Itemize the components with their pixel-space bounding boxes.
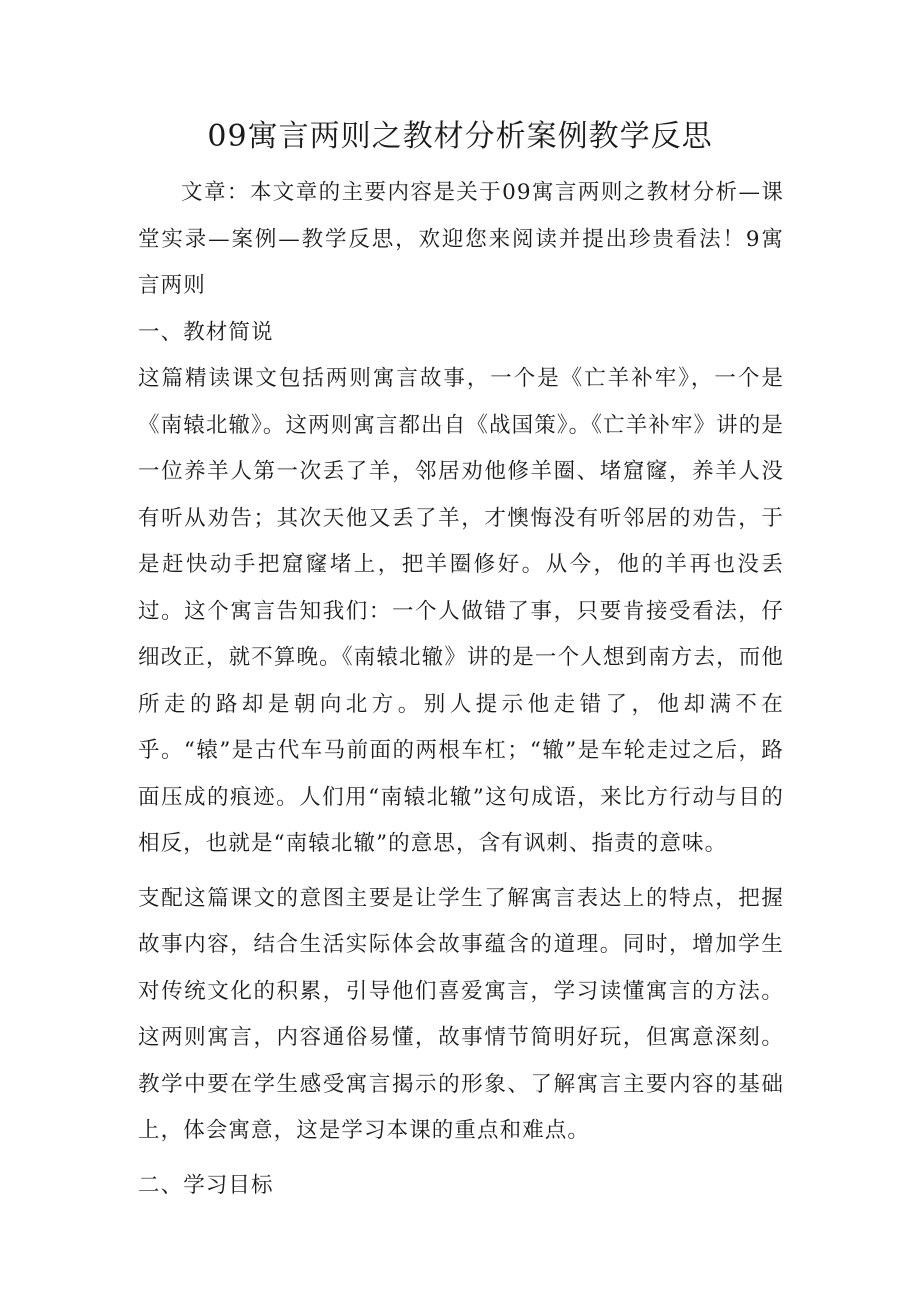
document-title: 09寓言两则之教材分析案例教学反思 [207, 119, 713, 154]
document-body [138, 170, 784, 1209]
intro-paragraph: 文章：本文章的主要内容是关于09寓言两则之教材分析—课堂实录—案例—教学反思，欢迎您来阅读并提出珍贵看法！9寓言两则 [138, 180, 784, 298]
body-paragraph-2: 支配这篇课文的意图主要是让学生了解寓言表达上的特点，把握故事内容，结合生活实际体会故事蕴含的道理。同时，增加学生对传统文化的积累，引导他们喜爱寓言，学习读懂寓言的方法。这两则寓言，内容通俗易懂，故事情节简明好玩，但寓意深刻。教学中要在学生感受寓言揭示的形象、了解寓言主要内容的基础上，体会寓意，这是学习本课的重点和难点。 [138, 885, 784, 1143]
body-paragraph-1: 这篇精读课文包括两则寓言故事，一个是《亡羊补牢》，一个是《南辕北辙》。这两则寓言都出自《战国策》。《亡羊补牢》讲的是一位养羊人第一次丢了羊，邻居劝他修羊圈、堵窟窿，养羊人没有听从劝告；其次天他又丢了羊，才懊悔没有听邻居的劝告，于是赶快动手把窟窿堵上，把羊圈修好。从今，他的羊再也没丢过。这个寓言告知我们：一个人做错了事，只要肯接受看法，仔细改正，就不算晚。《南辕北辙》讲的是一个人想到南方去，而他所走的路却是朝向北方。别人提示他走错了，他却满不在乎。“辕”是古代车马前面的两根车杠；“辙”是车轮走过之后，路面压成的痕迹。人们用“南辕北辙”这句成语，来比方行动与目的相反，也就是“南辕北辙”的意思，含有讽刺、指责的意味。 [138, 366, 784, 856]
paragraph-gap [138, 1155, 784, 1163]
paragraph-gap [138, 868, 784, 876]
section-heading-1: 一、教材简说 [138, 319, 274, 345]
section-heading-2: 二、学习目标 [138, 1172, 274, 1198]
